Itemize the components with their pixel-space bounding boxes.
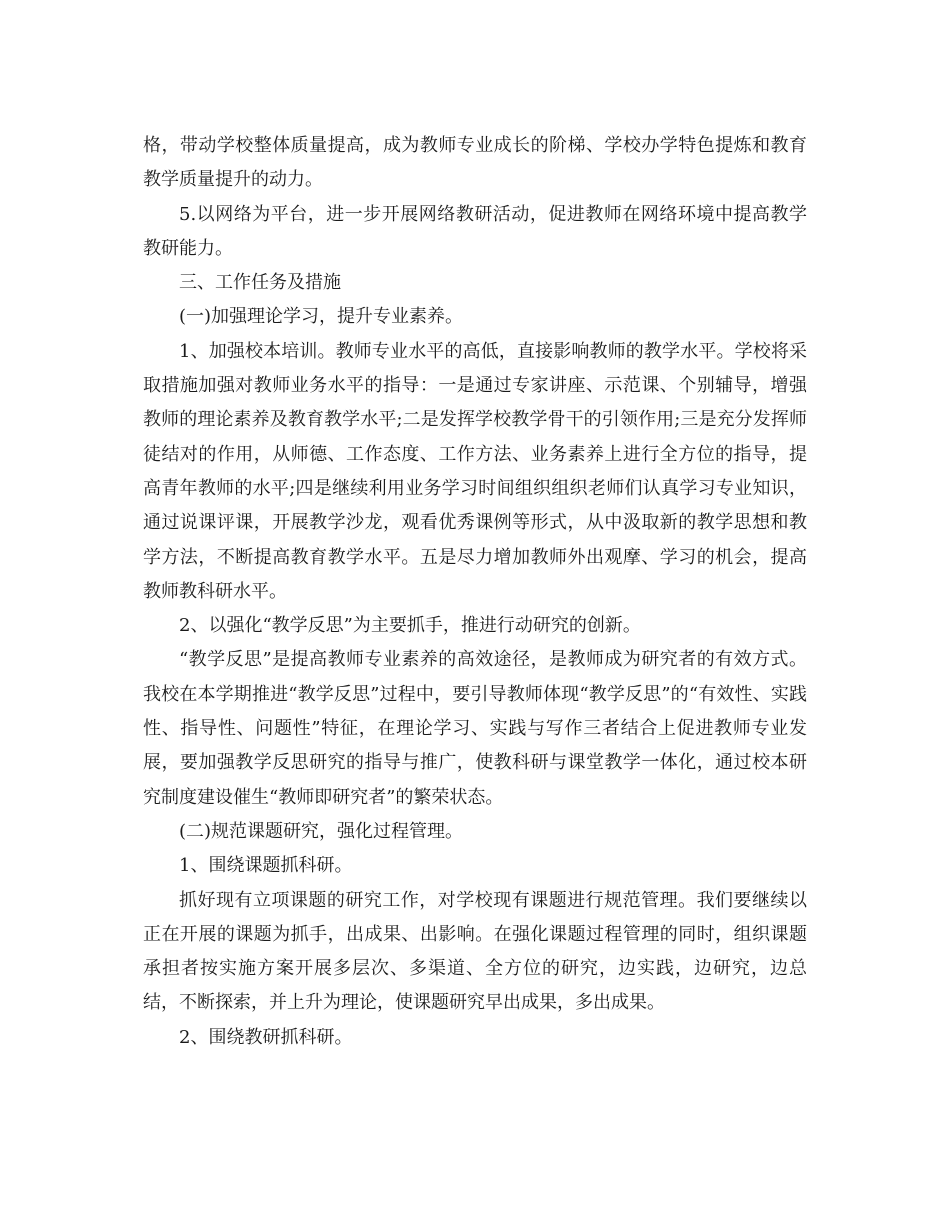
document-body: [143, 129, 807, 1055]
paragraph-teaching-reflection-body: “教学反思”是提高教师专业素养的高效途径，是教师成为研究者的有效方式。我校在本学期推进“教学反思”过程中，要引导教师体现“教学反思”的“有效性、实践性、指导性、问题性”特征，在理论学习、实践与写作三者结合上促进教师专业发展，要加强教学反思研究的指导与推广，使教科研与课堂教学一体化，通过校本研究制度建设催生“教师即研究者”的繁荣状态。: [143, 649, 807, 808]
paragraph-continuation: 格，带动学校整体质量提高，成为教师专业成长的阶梯、学校办学特色提炼和教育教学质量提升的动力。: [143, 135, 807, 191]
paragraph-item-5-network: 5.以网络为平台，进一步开展网络教研活动，促进教师在网络环境中提高教学教研能力。: [143, 203, 807, 259]
paragraph-school-training: 1、加强校本培训。教师专业水平的高低，直接影响教师的教学水平。学校将采取措施加强对教师业务水平的指导：一是通过专家讲座、示范课、个别辅导，增强教师的理论素养及教育教学水平;二是发挥学校教学骨干的引领作用;三是充分发挥师徒结对的作用，从师德、工作态度、工作方法、业务素养上进行全方位的指导，提高青年教师的水平;四是继续利用业务学习时间组织组织老师们认真学习专业知识，通过说课评课，开展教学沙龙，观看优秀课例等形式，从中汲取新的教学思想和教学方法，不断提高教育教学水平。五是尽力增加教师外出观摩、学习的机会，提高教师教科研水平。: [143, 340, 807, 602]
subsection-heading-project-research: (二)规范课题研究，强化过程管理。: [179, 820, 464, 842]
subsection-heading-theory-study: (一)加强理论学习，提升专业素养。: [179, 306, 464, 328]
paragraph-teaching-reflection-heading: 2、以强化“教学反思”为主要抓手，推进行动研究的创新。: [179, 615, 641, 637]
section-heading-tasks-measures: 三、工作任务及措施: [179, 272, 341, 294]
paragraph-project-research-body: 抓好现有立项课题的研究工作，对学校现有课题进行规范管理。我们要继续以正在开展的课题为抓手，出成果、出影响。在强化课题过程管理的同时，组织课题承担者按实施方案开展多层次、多渠道、全方位的研究，边实践，边研究，边总结，不断探索，并上升为理论，使课题研究早出成果，多出成果。: [143, 889, 807, 1014]
paragraph-project-research-heading: 1、围绕课题抓科研。: [179, 855, 353, 877]
paragraph-teaching-research-heading: 2、围绕教研抓科研。: [179, 1026, 353, 1048]
